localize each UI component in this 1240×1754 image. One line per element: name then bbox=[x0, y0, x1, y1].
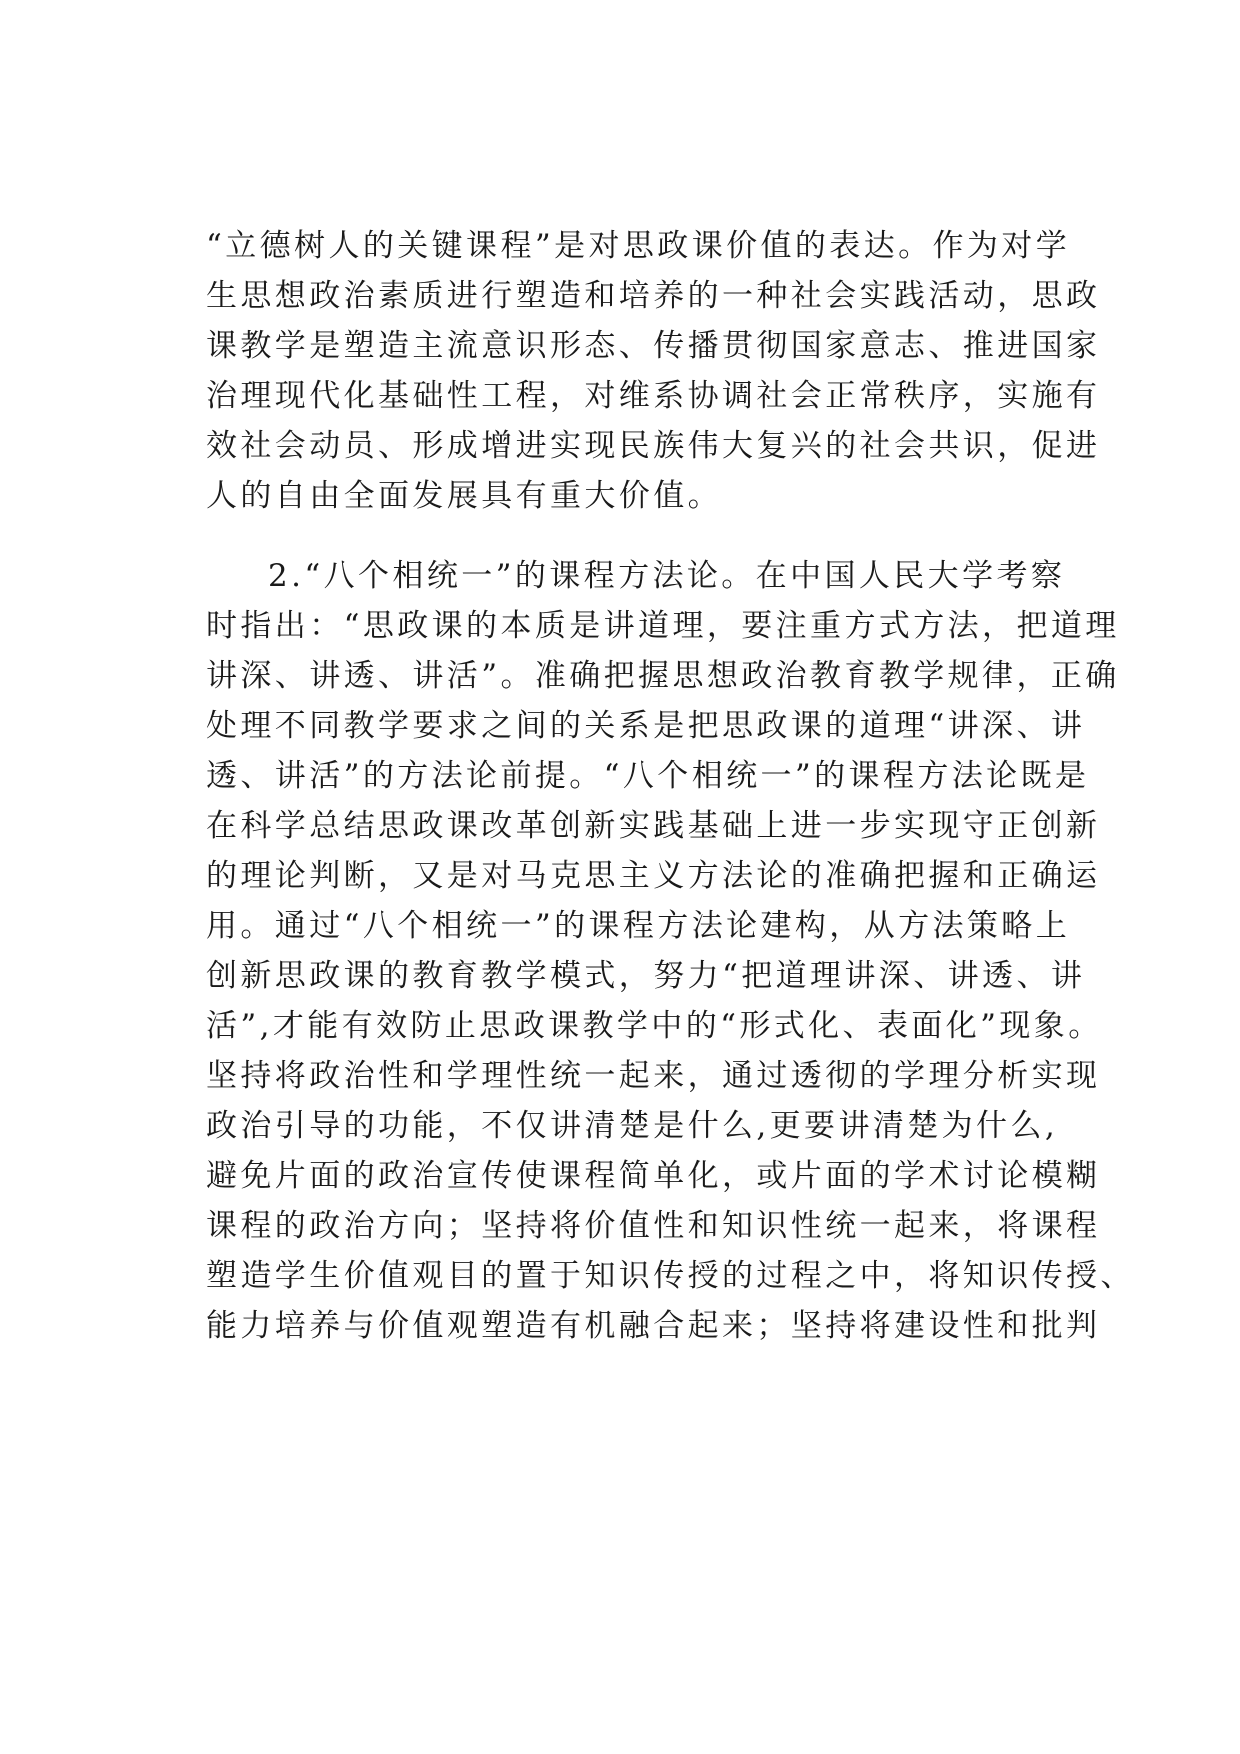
body-text bbox=[206, 221, 1135, 1351]
text-line: 用。通过“八个相统一”的课程方法论建构，从方法策略上 bbox=[206, 908, 1071, 944]
text-line: 透、讲活”的方法论前提。“八个相统一”的课程方法论既是 bbox=[206, 758, 1090, 794]
text-line: 时指出：“思政课的本质是讲道理，要注重方式方法，把道理 bbox=[206, 608, 1120, 644]
paragraph bbox=[206, 551, 1135, 1351]
text-line: 课程的政治方向；坚持将价值性和知识性统一起来，将课程 bbox=[206, 1208, 1101, 1244]
text-line: 政治引导的功能，不仅讲清楚是什么,更要讲清楚为什么, bbox=[206, 1108, 1059, 1144]
text-line: 能力培养与价值观塑造有机融合起来；坚持将建设性和批判 bbox=[206, 1308, 1101, 1344]
text-line: 人的自由全面发展具有重大价值。 bbox=[206, 478, 722, 514]
paragraph-spacing bbox=[206, 521, 1078, 551]
paragraph bbox=[206, 221, 1101, 521]
text-line: 治理现代化基础性工程，对维系协调社会正常秩序，实施有 bbox=[206, 378, 1101, 414]
text-line: 塑造学生价值观目的置于知识传授的过程之中，将知识传授、 bbox=[206, 1258, 1135, 1294]
text-line: 2.“八个相统一”的课程方法论。在中国人民大学考察 bbox=[268, 558, 1066, 594]
text-line: 的理论判断，又是对马克思主义方法论的准确把握和正确运 bbox=[206, 858, 1101, 894]
text-line: 效社会动员、形成增进实现民族伟大复兴的社会共识，促进 bbox=[206, 428, 1101, 464]
text-line: 生思想政治素质进行塑造和培养的一种社会实践活动，思政 bbox=[206, 278, 1101, 314]
text-line: 课教学是塑造主流意识形态、传播贯彻国家意志、推进国家 bbox=[206, 328, 1101, 364]
text-line: 在科学总结思政课改革创新实践基础上进一步实现守正创新 bbox=[206, 808, 1101, 844]
text-line: “立德树人的关键课程”是对思政课价值的表达。作为对学 bbox=[206, 228, 1071, 264]
text-line: 讲深、讲透、讲活”。准确把握思想政治教育教学规律，正确 bbox=[206, 658, 1120, 694]
text-line: 坚持将政治性和学理性统一起来，通过透彻的学理分析实现 bbox=[206, 1058, 1101, 1094]
text-line: 避免片面的政治宣传使课程简单化，或片面的学术讨论模糊 bbox=[206, 1158, 1101, 1194]
text-line: 处理不同教学要求之间的关系是把思政课的道理“讲深、讲 bbox=[206, 708, 1086, 744]
text-line: 创新思政课的教育教学模式，努力“把道理讲深、讲透、讲 bbox=[206, 958, 1086, 994]
text-line: 活”,才能有效防止思政课教学中的“形式化、表面化”现象。 bbox=[206, 1008, 1103, 1044]
